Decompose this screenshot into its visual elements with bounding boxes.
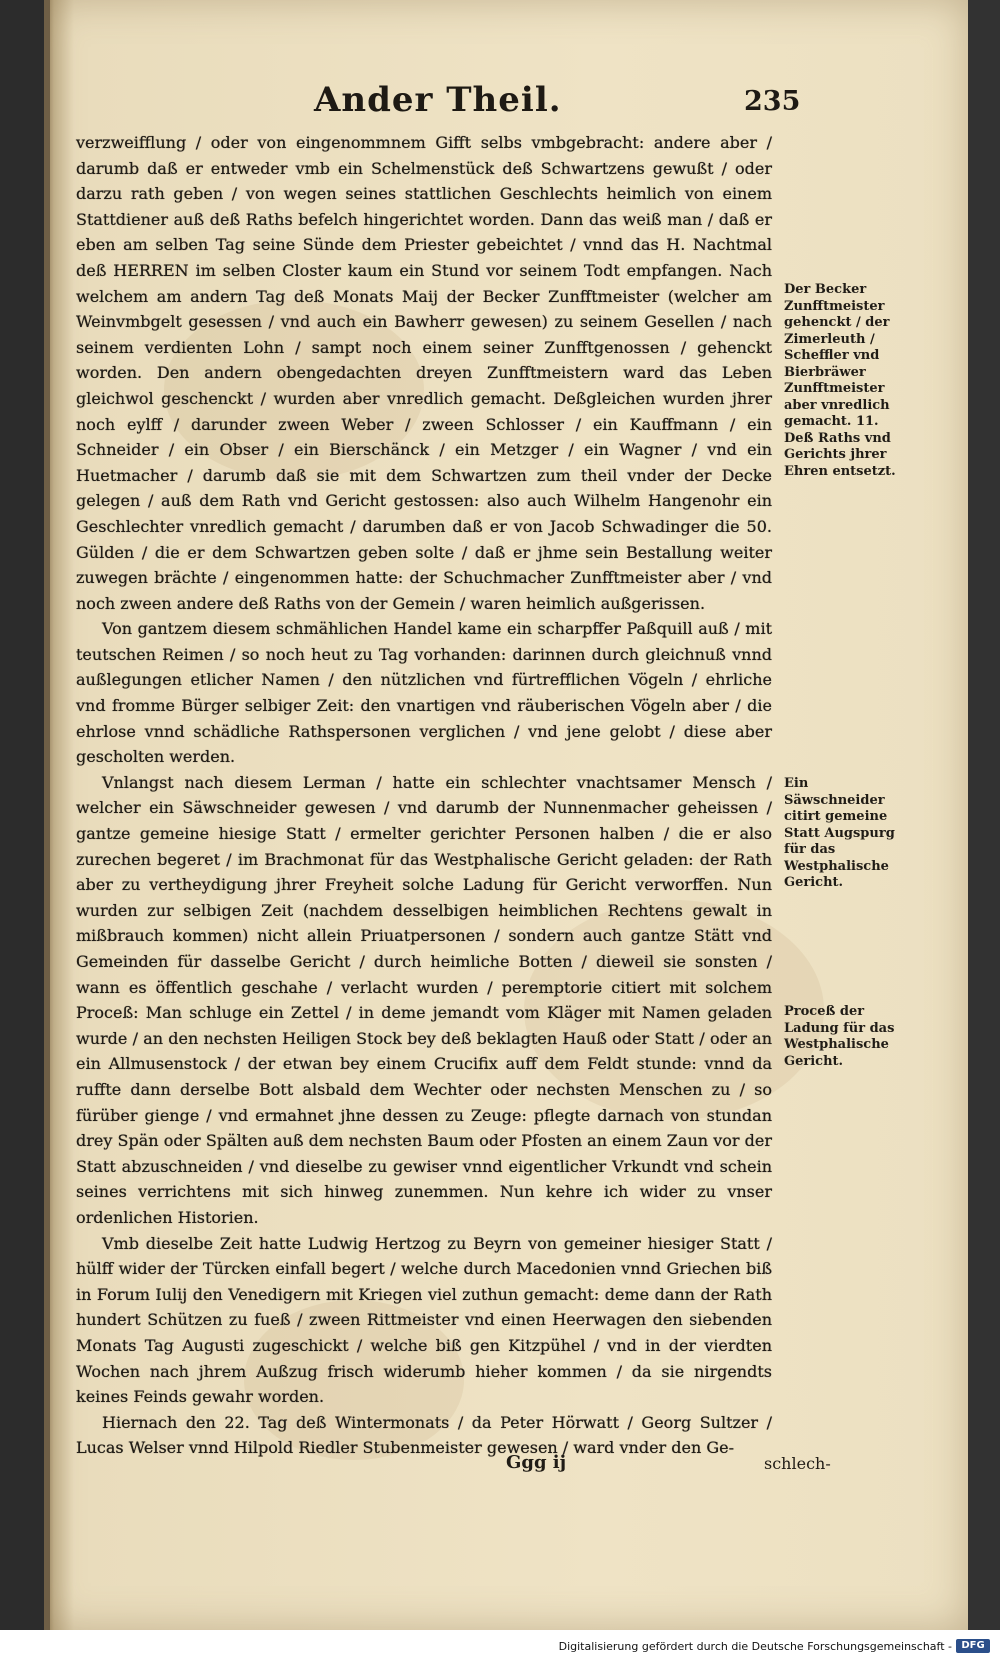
marginal-note: Ein Säwschneider citirt gemeine Statt Augspurg für das Westphalische Gericht. (784, 776, 895, 890)
book-page (44, 0, 968, 1630)
signature-mark: Ggg ij (506, 1452, 567, 1473)
main-text-block (76, 130, 772, 1461)
paragraph: verzweifflung / oder von eingenommnem Gifft selbs vmbgebracht: andere aber / darumb daß er entweder vmb ein Schelmenstück deß Schwartzens gewußt / oder darzu rath geben / von wegen seines stattlichen Geschlechts heimlich von einem Stattdiener auß deß Raths befelch hingerichtet worden. Dann das weiß man / daß er eben am selben Tag seine Sünde dem Priester gebeichtet / vnnd das H. Nachtmal deß HERREN im selben Closter kaum ein Stund vor seinem Todt empfangen. Nach welchem am andern Tag deß Monats Maij der Becker Zunfftmeister (welcher am Weinvmbgelt gesessen / vnd auch ein Bawherr gewesen) zu seinem Gesellen / nach seinem verdienten Lohn / sampt noch einem seiner Zunfftgenossen / gehenckt worden. Den andern obengedachten dreyen Zunfftmeistern ward das Leben gleichwol geschenckt / wurden aber vnredlich gemacht. Deßgleichen wurden jhrer noch eylff / darunder zween Weber / zween Schlosser / ein Kauffmann / ein Schneider / ein Obser / ein Bierschänck / ein Metzger / ein Wagner / vnd ein Huetmacher / darumb daß sie mit dem Schwartzen zum theil vnder der Decke gelegen / auß dem Rath vnd Gericht gestossen: also auch Wilhelm Hangenohr ein Geschlechter vnredlich gemacht / darumben daß er von Jacob Schwadinger die 50. Gülden / die er dem Schwartzen geben solte / daß er jhme sein Bestallung weiter zuwegen brächte / eingenommen hatte: der Schuchmacher Zunfftmeister aber / vnd noch zween andere deß Raths von der Gemein / waren heimlich außgerissen. (76, 133, 772, 613)
paragraph: Hiernach den 22. Tag deß Wintermonats / da Peter Hörwatt / Georg Sultzer / Lucas Welser vnnd Hilpold Riedler Stubenmeister gewesen / ward vnder den Ge- (76, 1412, 772, 1458)
page-gutter-edge (44, 0, 50, 1630)
scan-background-left (0, 0, 44, 1630)
scan-background-right (968, 0, 1000, 1630)
digitization-credit: Digitalisierung gefördert durch die Deutsche Forschungsgemeinschaft - (558, 1640, 952, 1653)
running-title: Ander Theil. (314, 80, 562, 120)
paragraph: Von gantzem diesem schmählichen Handel kame ein scharpffer Paßquill auß / mit teutschen Reimen / so noch heut zu Tag vorhanden: darinnen durch gleichnuß vnnd außlegungen etlicher Namen / den nützlichen vnd fürtrefflichen Vögeln / ehrliche vnd fromme Bürger selbiger Zeit: den vnartigen vnd räuberischen Vögeln aber / die ehrlose vnnd schädliche Rathspersonen verglichen / vnd jene gelobt / diese aber gescholten werden. (76, 619, 772, 767)
paragraph: Vmb dieselbe Zeit hatte Ludwig Hertzog zu Beyrn von gemeiner hiesiger Statt / hülff wider der Türcken einfall begert / welche durch Macedonien vnnd Griechen biß in Forum Iulij den Venedigern mit Kriegen viel zuthun gemacht: deme dann der Rath hundert Schützen zu fueß / zween Rittmeister vnd einen Heerwagen den siebenden Monats Tag Augusti zugeschickt / welche biß gen Kitzpühel / vnd in der vierdten Wochen nach jhrem Außzug frisch widerumb hieher kommen / da sie nirgendts keines Feinds gewahr worden. (76, 1233, 772, 1407)
marginal-note: Proceß der Ladung für das Westphalische Gericht. (784, 1004, 895, 1069)
marginal-note: Der Becker Zunfftmeister gehenckt / der Zimerleuth / Scheffler vnd Bierbräwer Zunfftmeister aber vnredlich gemacht. 11. Deß Raths vnd Gerichts jhrer Ehren entsetzt. (784, 282, 896, 479)
paragraph: Vnlangst nach diesem Lerman / hatte ein schlechter vnachtsamer Mensch / welcher ein Säwschneider gewesen / vnd darumb der Nunnenmacher geheissen / gantze gemeine hiesige Statt / ermelter gerichter Personen halben / die er also zurechen begeret / im Brachmonat für das Westphalische Gericht geladen: der Rath aber zu vertheydigung jhrer Freyheit solche Ladung für Gericht verworffen. Nun wurden zur selbigen Zeit (nachdem desselbigen heimblichen Rechtens gewalt in mißbrauch kommen) nicht allein Priuatpersonen / sondern auch gantze Stätt vnd Gemeinden für dasselbe Gericht / durch heimliche Botten / dieweil sie sonsten / wann es öffentlich geschahe / verlacht wurden / peremptorie citiert mit solchem Proceß: Man schluge ein Zettel / in deme jemandt vom Kläger mit Namen geladen wurde / an den nechsten Heiligen Stock bey deß beklagten Hauß oder Statt / oder an ein Allmusenstock / der etwan bey einem Crucifix auff dem Feldt stunde: vnnd da ruffte dann derselbe Bott alsbald dem Wechter oder nechsten Menschen zu / so fürüber gienge / vnd ermahnet jhne dessen zu Zeuge: pflegte darnach von stundan drey Spän oder Spälten auß dem nechsten Baum oder Pfosten an einem Zaun vor der Statt abzuschneiden / vnd dieselbe zu gewiser vnnd eigentlicher Vrkundt vnd schein seines verrichtens mit sich hinweg zunemmen. Nun kehre ich wider zu vnser ordenlichen Historien. (76, 772, 772, 1227)
dfg-logo-icon: DFG (956, 1639, 990, 1653)
catchword: schlech- (764, 1454, 831, 1473)
page-number: 235 (744, 86, 801, 117)
